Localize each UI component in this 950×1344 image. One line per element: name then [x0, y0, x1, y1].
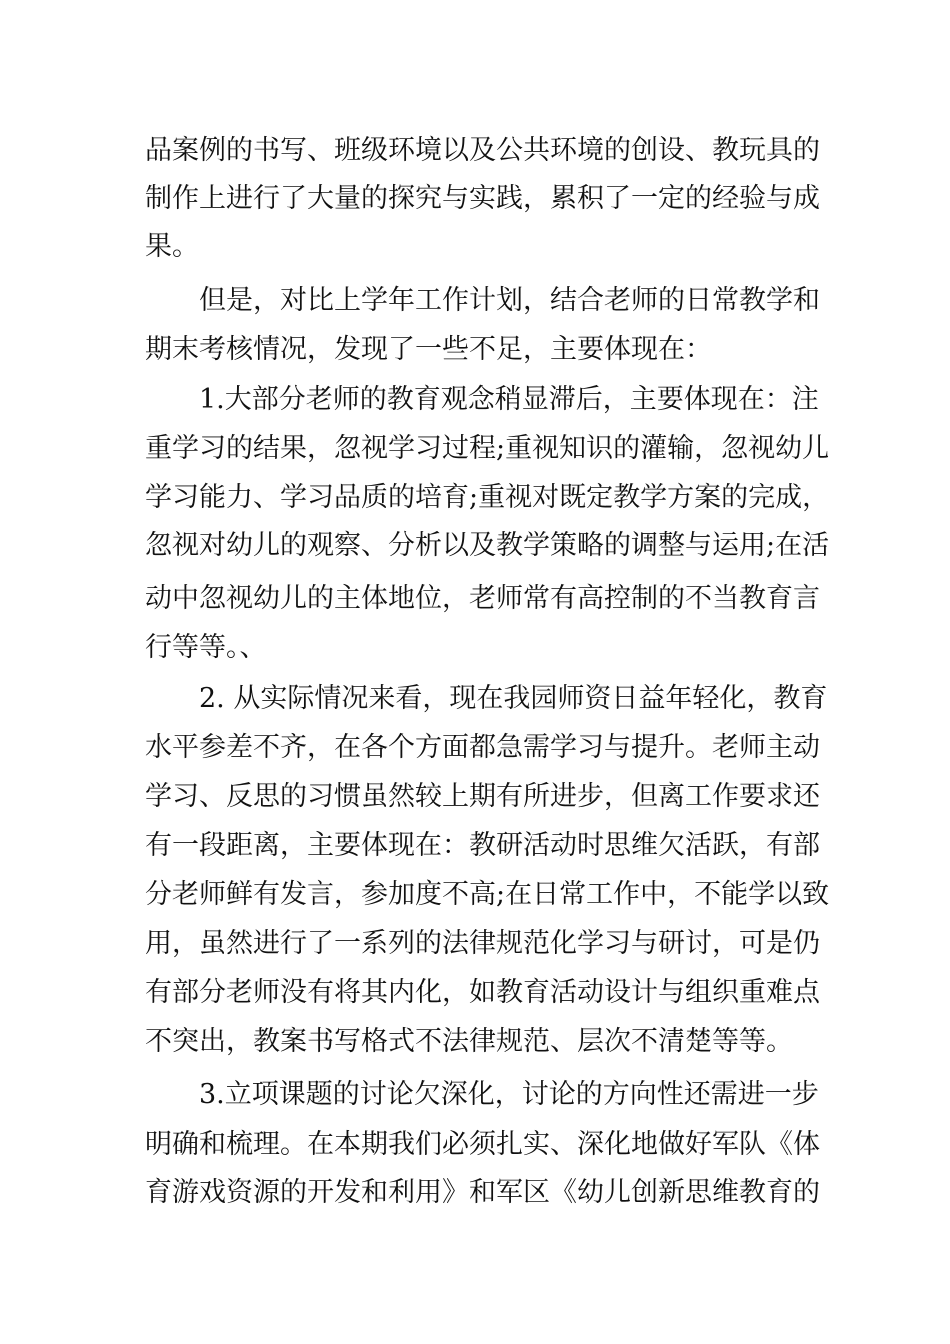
text-line: 水平参差不齐，在各个方面都急需学习与提升。老师主动 [145, 732, 820, 763]
text-line: 品案例的书写、班级环境以及公共环境的创设、教玩具的 [145, 135, 820, 166]
text-line: 育游戏资源的开发和利用》和军区《幼儿创新思维教育的 [145, 1177, 820, 1208]
text-line: 期末考核情况，发现了一些不足，主要体现在： [145, 334, 712, 365]
text-line: 果。 [145, 231, 199, 262]
text-line: 用，虽然进行了一系列的法律规范化学习与研讨，可是仍 [145, 928, 820, 959]
text-line: 动中忽视幼儿的主体地位，老师常有高控制的不当教育言 [145, 583, 820, 614]
text-line: 明确和梳理。在本期我们必须扎实、深化地做好军队《体 [145, 1129, 820, 1160]
text-line: 学习、反思的习惯虽然较上期有所进步，但离工作要求还 [145, 781, 820, 812]
text-line: 但是，对比上学年工作计划，结合老师的日常教学和 [199, 285, 820, 316]
text-line: 1.大部分老师的教育观念稍显滞后，主要体现在：注 [199, 384, 819, 415]
text-line: 分老师鲜有发言，参加度不高;在日常工作中，不能学以致 [145, 879, 830, 910]
text-line: 有一段距离，主要体现在：教研活动时思维欠活跃，有部 [145, 830, 820, 861]
text-line: 行等等。、 [145, 632, 267, 663]
text-line: 不突出，教案书写格式不法律规范、层次不清楚等等。 [145, 1026, 793, 1057]
text-line: 有部分老师没有将其内化，如教育活动设计与组织重难点 [145, 977, 820, 1008]
text-line: 忽视对幼儿的观察、分析以及教学策略的调整与运用;在活 [145, 530, 830, 561]
text-line: 学习能力、学习品质的培育;重视对既定教学方案的完成， [145, 482, 830, 513]
text-line: 制作上进行了大量的探究与实践，累积了一定的经验与成 [145, 183, 820, 214]
text-line: 2. 从实际情况来看，现在我园师资日益年轻化，教育 [199, 683, 828, 714]
text-line: 重学习的结果，忽视学习过程;重视知识的灌输，忽视幼儿 [145, 433, 830, 464]
text-line: 3.立项课题的讨论欠深化，讨论的方向性还需进一步 [199, 1079, 819, 1110]
